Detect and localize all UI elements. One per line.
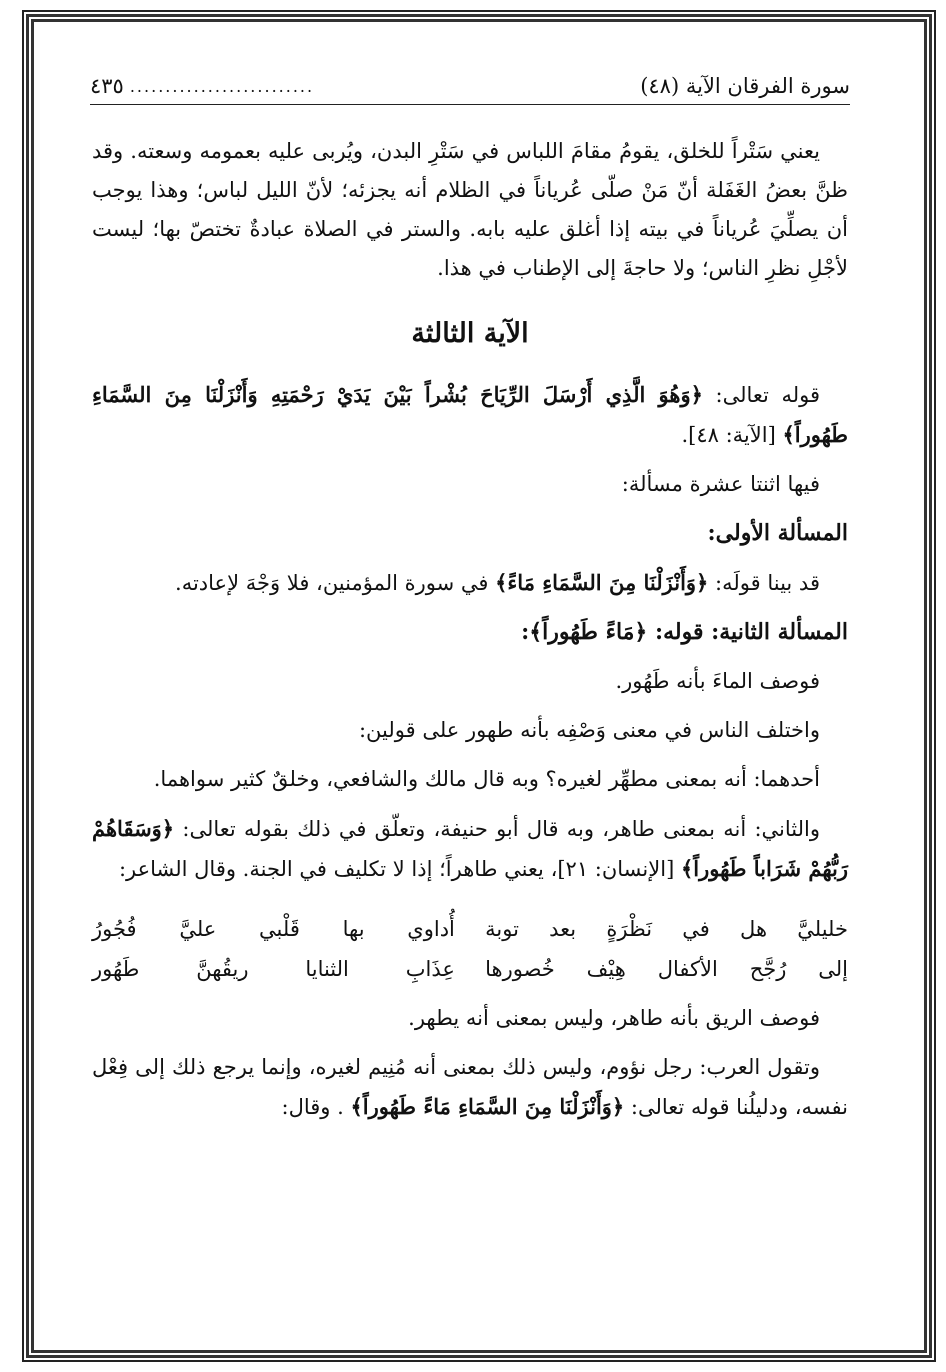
after-poem-p2-before: وتقول العرب: رجل نؤوم، وليس ذلك بمعنى أنه مُنِيم لغيره، وإنما يرجع ذلك إلى فِعْل نفسه، ودليلُنا قوله تعالى: (92, 1055, 848, 1119)
issue-2-p4-after: [الإنسان: ٢١]، يعني طاهراً؛ إذا لا تكليف في الجنة. وقال الشاعر: (118, 857, 675, 881)
issue-2-p3: أحدهما: أنه بمعنى مطهِّر لغيره؟ وبه قال مالك والشافعي، وخلقٌ كثير سواهما. (153, 767, 820, 791)
poem-line-1-first: خليليَّ هل في نَظْرَةٍ بعد توبة (485, 917, 848, 941)
running-header (90, 68, 850, 105)
issue-2-p2: واختلف الناس في معنى وَصْفِه بأنه طهور على قولين: (358, 718, 820, 742)
intro-paragraph: يعني سَتْراً للخلق، يقومُ مقامَ اللباس في سَتْرِ البدن، ويُربى عليه بعمومه وسعته. وقد ظنَّ بعضُ الغَفَلة أنّ مَنْ صلّى عُرياناً في الظلام أنه يجزئه؛ لأنّ الليل لباس؛ وهذا يوجب أن يصلِّيَ عُرياناً في بيته إذا أغلق عليه بابه. والستر في الصلاة عبادةٌ تختصّ بها؛ ليست لأجْلِ نظرِ الناس؛ ولا حاجةَ إلى الإطناب في هذا. (92, 139, 848, 280)
issue-2-p1: فوصف الماءَ بأنه طَهُور. (615, 669, 820, 693)
poem-block (92, 909, 848, 989)
verse-prefix: قوله تعالى: (715, 383, 820, 407)
poem-line-2 (92, 949, 848, 989)
after-poem-p2-after: . وقال: (281, 1095, 344, 1119)
issue-2-p4-quran: ﴿وَسَقَاهُمْ رَبُّهُمْ شَرَاباً طَهُوراً﴾ (92, 816, 848, 881)
verse-reference: [الآية: ٤٨]. (681, 423, 776, 447)
after-poem-p2-quran: ﴿وَأَنْزَلْنَا مِنَ السَّمَاءِ مَاءً طَهُوراً﴾ (350, 1094, 625, 1119)
header-page-group (90, 74, 314, 98)
after-poem-p1: فوصف الريق بأنه طاهر، وليس بمعنى أنه يطهر. (408, 1006, 820, 1030)
issue-2-heading: المسألة الثانية: قوله: ﴿مَاءً طَهُوراً﴾: (521, 619, 848, 645)
header-title: سورة الفرقان الآية (٤٨) (640, 74, 850, 98)
issues-intro: فيها اثنتا عشرة مسألة: (621, 472, 820, 496)
poem-line-1 (92, 909, 848, 949)
section-heading: الآية الثالثة (411, 318, 529, 349)
poem-line-1-second: أُداوي بها قَلْبي عليَّ فُجُورُ (92, 917, 455, 941)
issue-2-p4-before: والثاني: أنه بمعنى طاهر، وبه قال أبو حنيفة، وتعلّق في ذلك بقوله تعالى: (182, 817, 820, 841)
poem-line-2-first: إلى رُجَّح الأكفال هِيْف خُصورها (485, 957, 848, 981)
issue-1-quran: ﴿وَأَنْزَلْنَا مِنَ السَّمَاءِ مَاءً﴾ (495, 570, 709, 595)
page-number: ٤٣٥ (90, 74, 124, 98)
issue-1-text-after: في سورة المؤمنين، فلا وَجْهَ لإعادته. (175, 571, 489, 595)
verse-text: ﴿وَهُوَ الَّذِي أَرْسَلَ الرِّيَاحَ بُشْراً بَيْنَ يَدَيْ رَحْمَتِهِ وَأَنْزَلْنَا مِنَ السَّمَاءِ طَهُوراً﴾ (92, 382, 848, 447)
poem-line-2-second: عِذَابِ الثنايا ريقُهنَّ طَهُور (92, 957, 455, 981)
issue-1-paragraph (92, 563, 848, 603)
page-body (92, 132, 848, 1137)
issue-1-text-before: قد بينا قولَه: (715, 571, 820, 595)
verse-paragraph (92, 375, 848, 455)
after-poem-p2 (92, 1048, 848, 1127)
issue-1-heading: المسألة الأولى: (707, 520, 848, 546)
issue-2-p4 (92, 809, 848, 889)
header-dots: .......................... (129, 76, 315, 96)
